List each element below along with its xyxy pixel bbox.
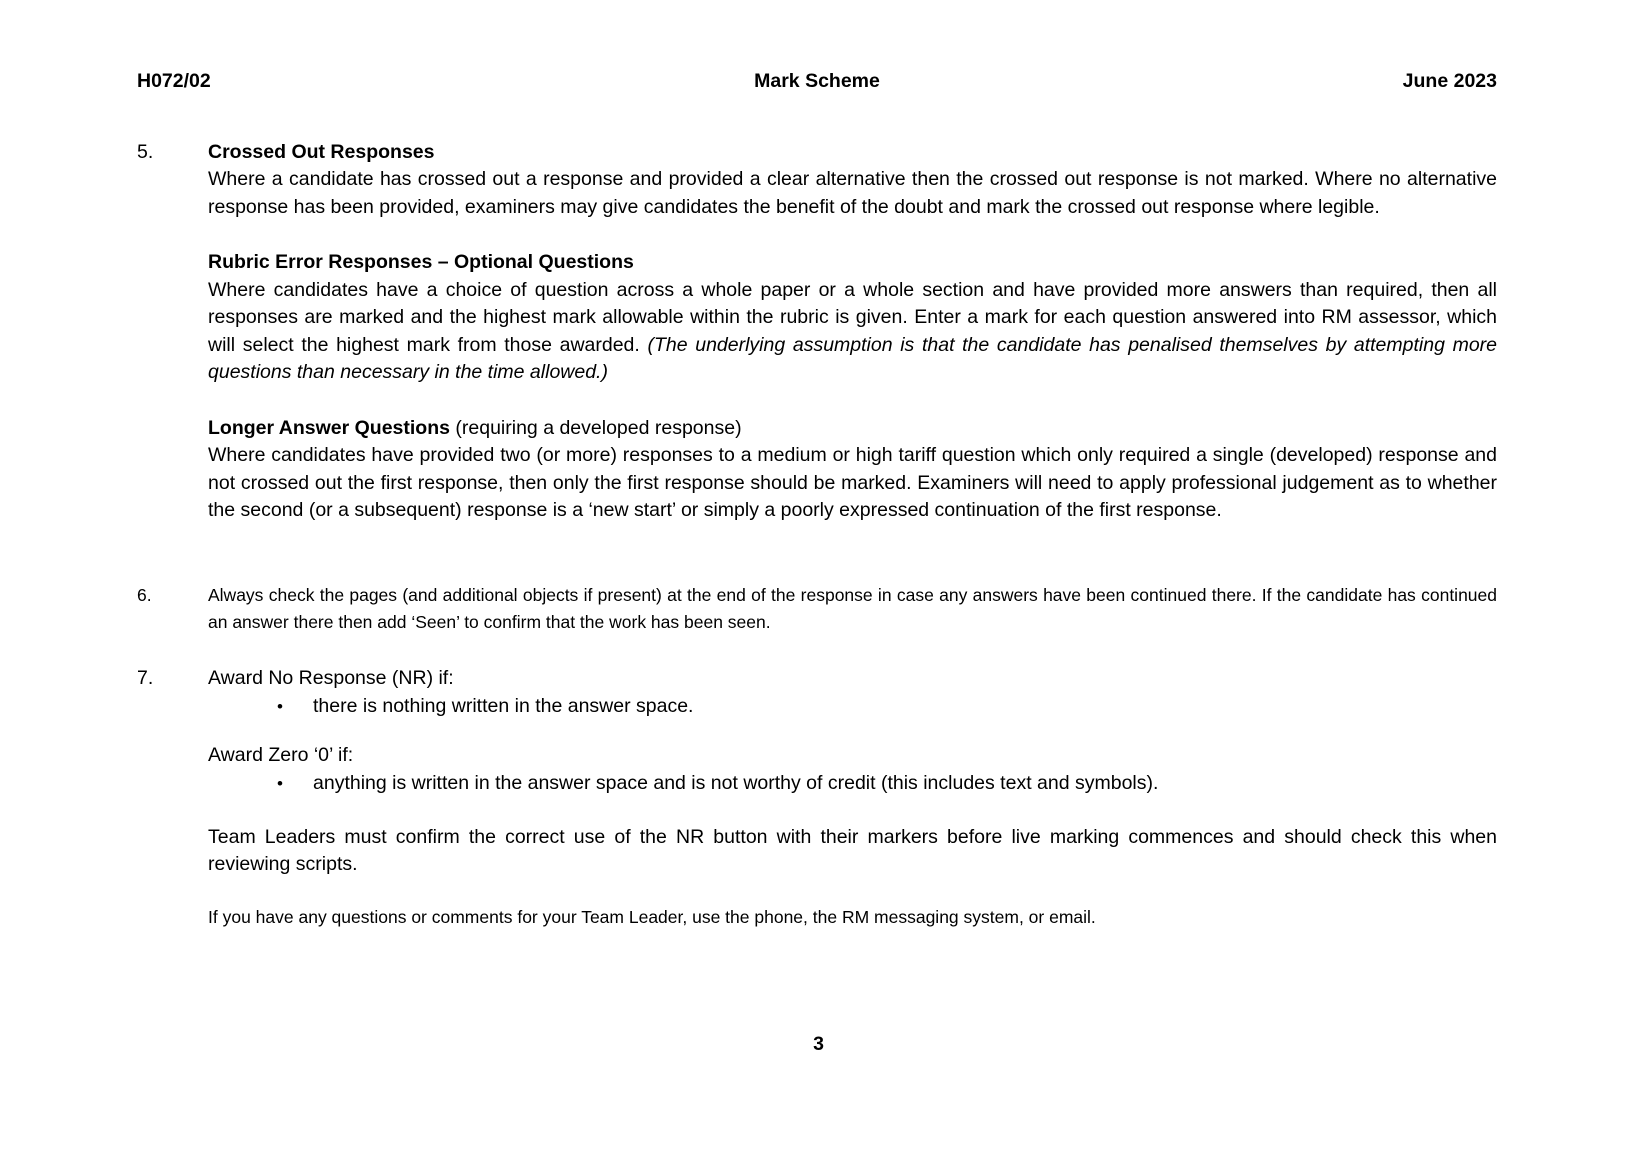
rubric-error-text: Where candidates have a choice of question across a whole paper or a whole section and have provided more answers than required, then all responses are marked and the highest mark allowable within the rubric is given. Enter a mark for each question answered into RM assessor, which will select the highest mark from those awarded.	[208, 278, 1497, 356]
section-5	[137, 139, 1497, 525]
longer-answer-heading-line	[208, 415, 1497, 443]
longer-answer-heading-suffix: (requiring a developed response)	[449, 416, 742, 439]
award-zero-intro: Award Zero ‘0’ if:	[208, 743, 354, 766]
section-7	[137, 665, 1497, 931]
continued-answers-paragraph: Always check the pages (and additional objects if present) at the end of the response in case any answers have been continued there. If the candidate has continued an answer there then add ‘Seen’ to confirm that the work has been seen.	[208, 584, 1497, 632]
page-header	[0, 0, 1637, 96]
no-response-intro: Award No Response (NR) if:	[208, 666, 454, 689]
longer-answer-paragraph: Where candidates have provided two (or more) responses to a medium or high tariff question which only required a single (developed) response and not crossed out the first response, then only the first response should be marked. Examiners will need to apply professional judgement as to whether the second (or a subsequent) response is a ‘new start’ or simply a poorly expressed continuation of the first response.	[208, 444, 1497, 521]
crossed-out-paragraph: Where a candidate has crossed out a response and provided a clear alternative then the crossed out response is not marked. Where no alternative response has been provided, examiners may give candidates the benefit of the doubt and mark the crossed out response where legible.	[208, 168, 1497, 218]
bullet-icon: •	[277, 774, 283, 793]
section-5-body	[208, 139, 1497, 525]
section-7-body	[208, 665, 1497, 931]
bullet-icon: •	[277, 697, 283, 716]
award-zero-bullet-text: anything is written in the answer space and is not worthy of credit (this includes text and symbols).	[313, 772, 1159, 794]
rubric-error-paragraph	[208, 277, 1497, 387]
crossed-out-heading: Crossed Out Responses	[208, 140, 435, 163]
rubric-error-italic-note: (The underlying assumption is that the candidate has penalised themselves by attempting more questions than necessary in the time allowed.)	[208, 333, 1498, 383]
page-footer	[0, 1031, 1637, 1059]
section-6	[137, 582, 1497, 636]
document-content	[137, 139, 1497, 931]
rubric-error-heading: Rubric Error Responses – Optional Questions	[208, 251, 634, 273]
page-number: 3	[813, 1033, 824, 1055]
section-6-number: 6.	[137, 584, 152, 605]
no-response-bullet-item	[208, 693, 1497, 721]
contact-note: If you have any questions or comments for your Team Leader, use the phone, the RM messaging system, or email.	[208, 906, 1096, 927]
longer-answer-heading: Longer Answer Questions	[208, 416, 450, 439]
team-leaders-paragraph: Team Leaders must confirm the correct use of the NR button with their markers before live marking commences and should check this when reviewing scripts.	[208, 825, 1497, 875]
award-zero-bullet-item	[208, 770, 1497, 798]
section-5-number: 5.	[137, 140, 154, 163]
session-date: June 2023	[1402, 70, 1497, 92]
document-title: Mark Scheme	[754, 70, 880, 92]
section-6-body	[208, 582, 1497, 636]
paper-code: H072/02	[137, 70, 211, 92]
section-7-number: 7.	[137, 666, 154, 689]
no-response-bullet-text: there is nothing written in the answer space.	[313, 695, 694, 717]
